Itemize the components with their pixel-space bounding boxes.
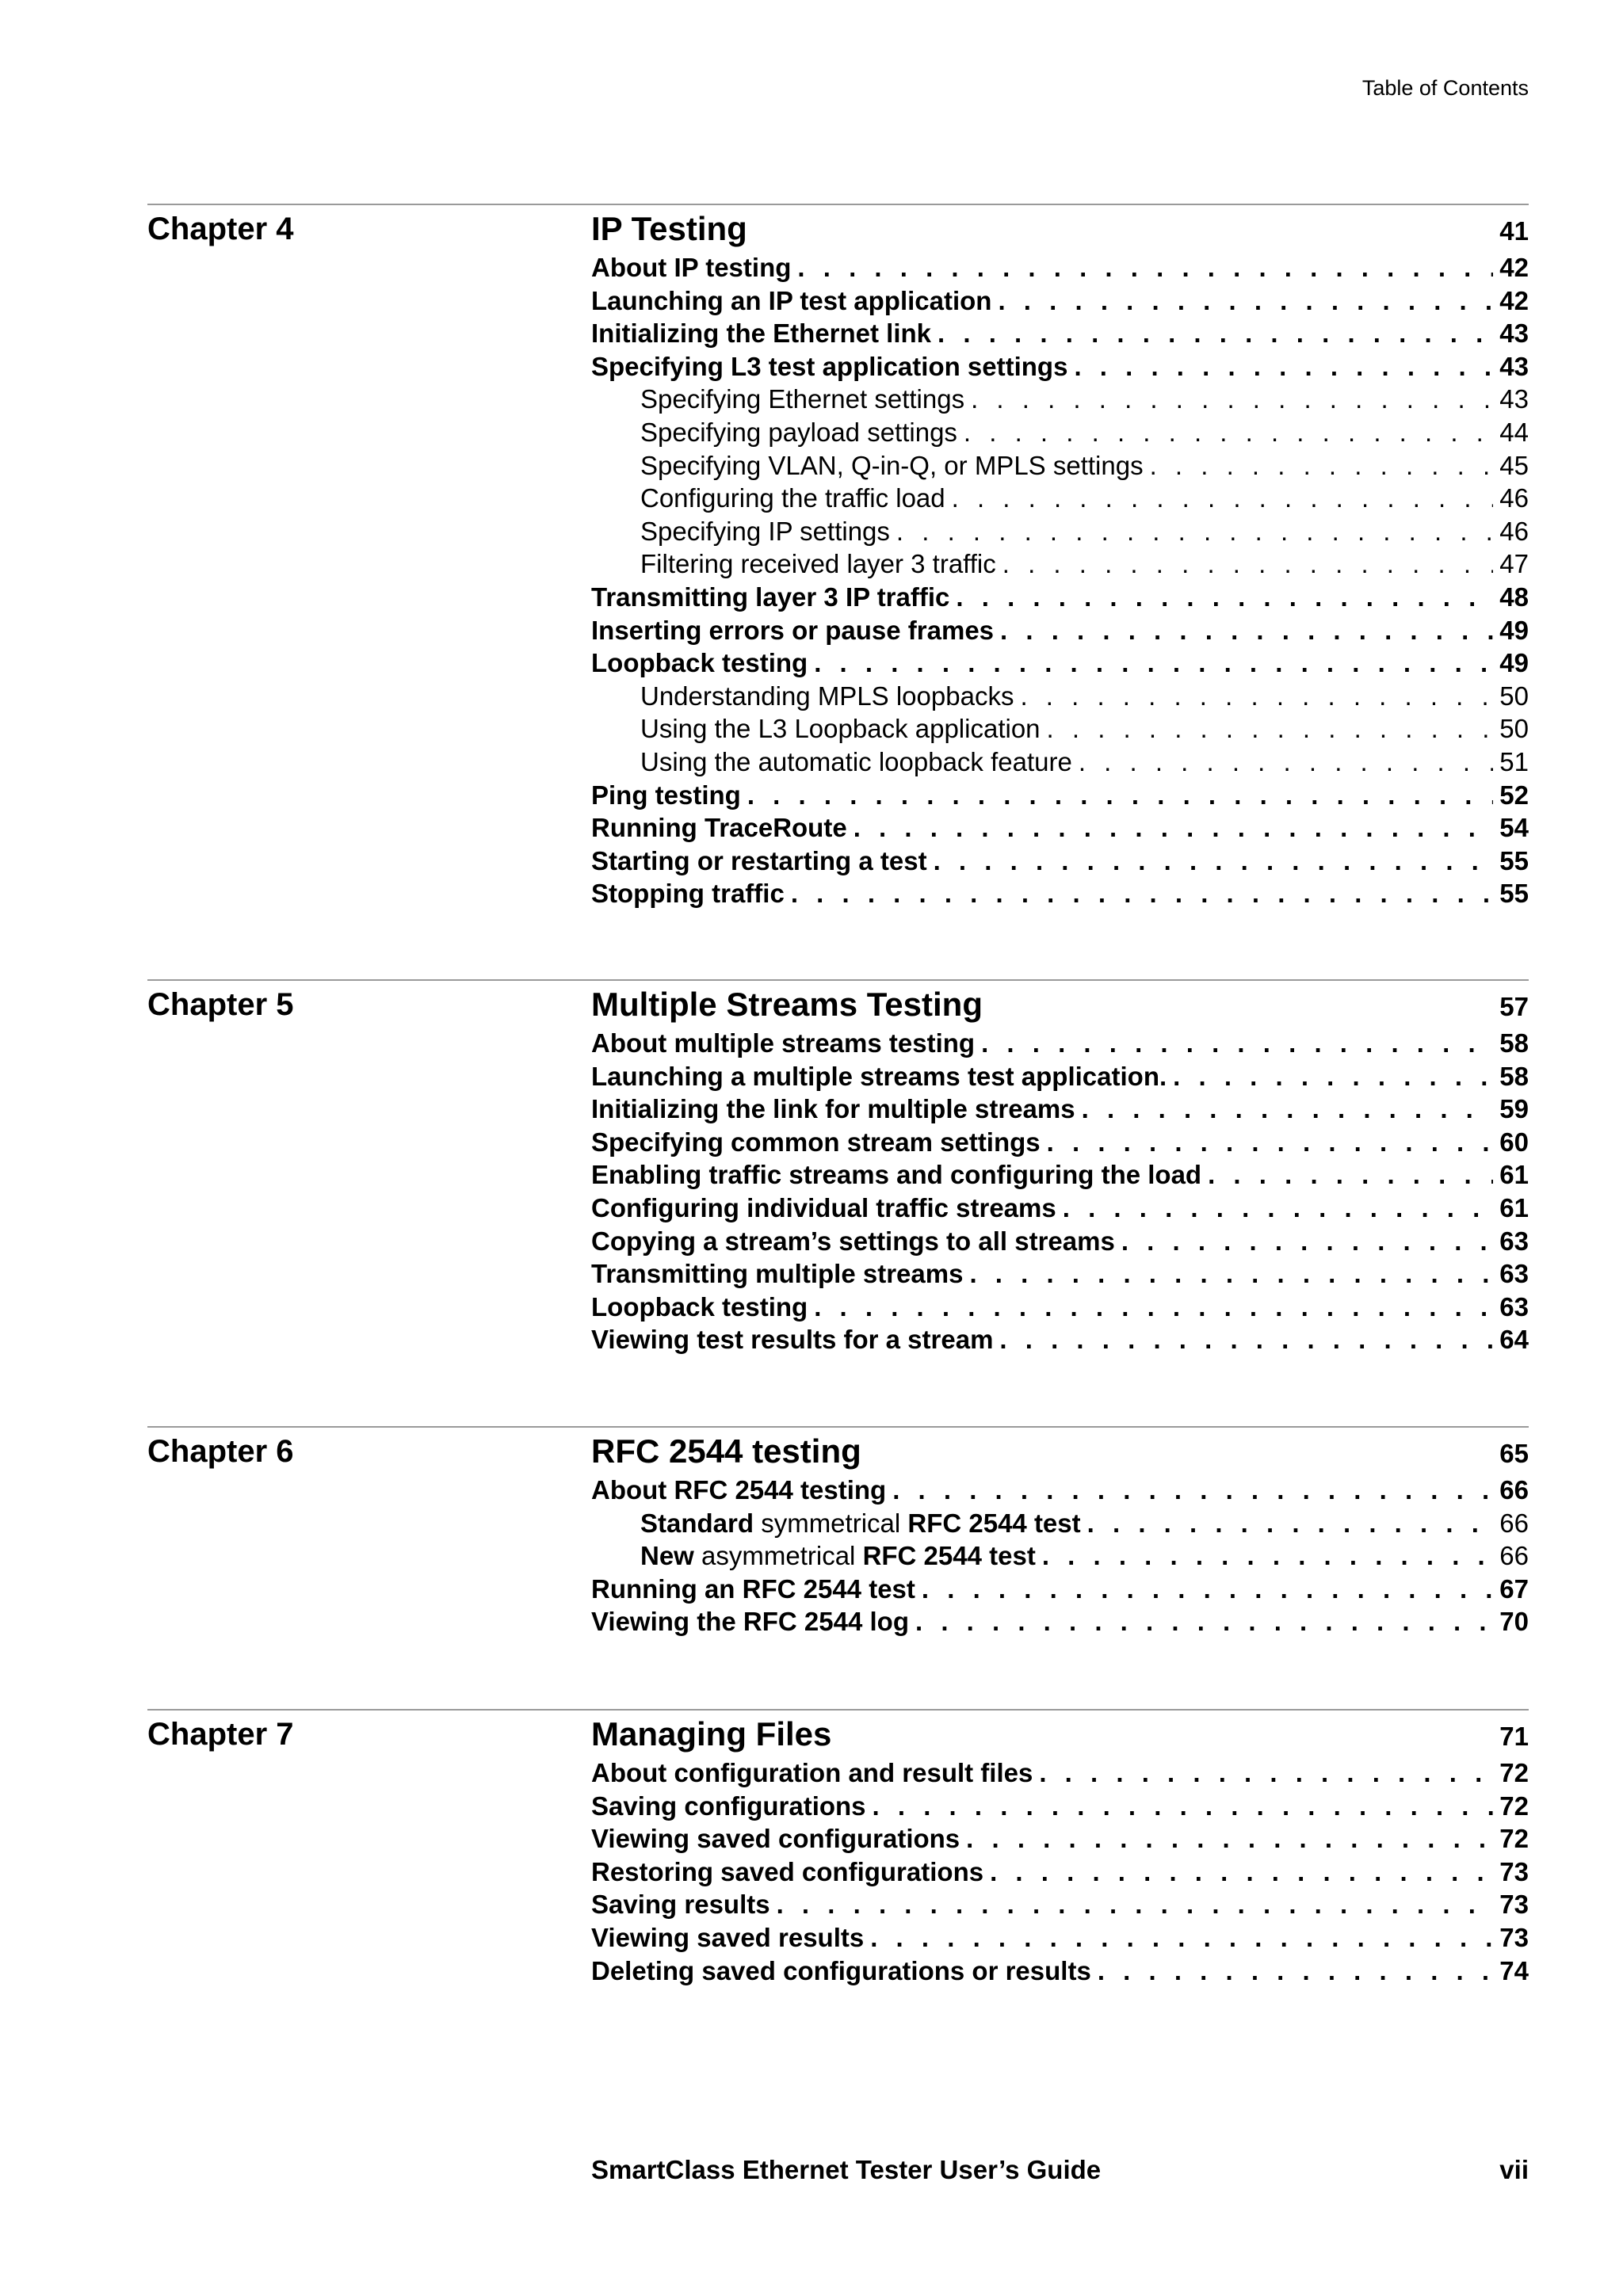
- toc-entry[interactable]: [591, 614, 1529, 647]
- dot-leader: [797, 251, 1493, 284]
- toc-entry-title: [640, 1539, 1036, 1573]
- toc-entry-page: 70: [1499, 1607, 1529, 1637]
- toc-entry-title-bold: RFC 2544 test: [862, 1541, 1036, 1571]
- toc-entry-page: 61: [1499, 1192, 1529, 1222]
- dot-leader: [971, 383, 1493, 416]
- toc-entry-page: 66: [1499, 1541, 1529, 1571]
- toc-entry-title: Specifying payload settings: [640, 417, 957, 447]
- dot-leader: [915, 1605, 1493, 1638]
- toc-entry-page: 67: [1499, 1573, 1529, 1604]
- toc-entry-page: 61: [1499, 1160, 1529, 1190]
- toc-entry-page: 55: [1499, 879, 1529, 909]
- toc-entry[interactable]: [591, 1257, 1529, 1291]
- toc-entry[interactable]: [591, 1323, 1529, 1356]
- toc-entry-page: 44: [1499, 417, 1529, 447]
- toc-entry-title: Specifying VLAN, Q-in-Q, or MPLS settings: [640, 450, 1144, 480]
- toc-entry-page: 50: [1499, 681, 1529, 711]
- toc-entry[interactable]: [591, 646, 1529, 680]
- toc-entry-title: [640, 1507, 1081, 1540]
- toc-entry-page: 55: [1499, 845, 1529, 875]
- footer-page-number: vii: [1499, 2155, 1529, 2184]
- dot-leader: [1150, 449, 1494, 482]
- toc-entry-title: Loopback testing: [591, 1291, 808, 1322]
- toc-entry[interactable]: [591, 1027, 1529, 1060]
- toc-entry-page: 43: [1499, 384, 1529, 414]
- toc-entry-title: Ping testing: [591, 780, 741, 810]
- dot-leader: [873, 1790, 1494, 1823]
- toc-entry-title: Specifying IP settings: [640, 516, 890, 546]
- chapter-entries: [591, 1711, 1529, 1987]
- dot-leader: [969, 1257, 1493, 1291]
- toc-entry[interactable]: [591, 547, 1529, 581]
- toc-entry[interactable]: [591, 482, 1529, 515]
- toc-entry-title: Restoring saved configurations: [591, 1856, 984, 1886]
- toc-entry-title: Specifying L3 test application settings: [591, 351, 1068, 381]
- toc-entry-page: 46: [1499, 516, 1529, 546]
- toc-entry-title: Specifying Ethernet settings: [640, 384, 965, 414]
- toc-entry-page: 73: [1499, 1856, 1529, 1886]
- toc-entry-title: Viewing test results for a stream: [591, 1325, 994, 1355]
- toc-entry-title: Running an RFC 2544 test: [591, 1573, 915, 1604]
- toc-entry-page: 58: [1499, 1028, 1529, 1058]
- chapter-title-link[interactable]: [591, 1428, 1529, 1474]
- toc-entry-page: 47: [1499, 549, 1529, 579]
- toc-entry-title: Deleting saved configurations or results: [591, 1955, 1091, 1985]
- toc-entry[interactable]: [591, 746, 1529, 779]
- dot-leader: [952, 482, 1494, 515]
- toc-entry-page: 59: [1499, 1094, 1529, 1124]
- toc-entry-title: Enabling traffic streams and configuring the load: [591, 1160, 1202, 1190]
- toc-entry-page: 73: [1499, 1922, 1529, 1952]
- toc-entry-title: About IP testing: [591, 253, 792, 282]
- toc-entry-title: Understanding MPLS loopbacks: [640, 681, 1014, 711]
- dot-leader: [1208, 1158, 1493, 1192]
- toc-entry-title: Configuring individual traffic streams: [591, 1192, 1056, 1222]
- dot-leader: [854, 811, 1494, 845]
- toc-entry[interactable]: [591, 416, 1529, 449]
- dot-leader: [1047, 712, 1494, 746]
- toc-entry-page: 58: [1499, 1061, 1529, 1091]
- toc-entry-page: 52: [1499, 780, 1529, 810]
- toc-entry[interactable]: [591, 712, 1529, 746]
- toc-entry[interactable]: [591, 680, 1529, 713]
- toc-entry-title: Transmitting layer 3 IP traffic: [591, 582, 950, 612]
- dot-leader: [892, 1474, 1493, 1507]
- toc-entry-title: Launching an IP test application: [591, 285, 992, 315]
- toc-entry-title: Initializing the link for multiple streams: [591, 1094, 1075, 1124]
- chapter-label: Chapter 6: [147, 1434, 294, 1469]
- toc-entry-page: 48: [1499, 582, 1529, 612]
- dot-leader: [1082, 1093, 1494, 1126]
- toc-entry-page: 72: [1499, 1758, 1529, 1787]
- chapter-title-link[interactable]: [591, 205, 1529, 251]
- dot-leader: [814, 1291, 1493, 1324]
- dot-leader: [1079, 746, 1493, 779]
- toc-entry[interactable]: [591, 1192, 1529, 1225]
- chapter-block: [147, 204, 1529, 909]
- dot-leader: [956, 581, 1493, 614]
- toc-entry[interactable]: [591, 1474, 1529, 1507]
- toc-entry-page: 42: [1499, 253, 1529, 282]
- toc-entry[interactable]: [591, 845, 1529, 878]
- toc-entry-title: Transmitting multiple streams: [591, 1259, 964, 1289]
- toc-entry-page: 43: [1499, 351, 1529, 381]
- chapter-title: RFC 2544 testing: [591, 1432, 861, 1470]
- chapter-label: Chapter 5: [147, 987, 294, 1022]
- toc-entry-title: Copying a stream’s settings to all streams: [591, 1226, 1115, 1256]
- dot-leader: [1042, 1539, 1493, 1573]
- toc-entry[interactable]: [591, 1855, 1529, 1889]
- toc-entry-page: 46: [1499, 483, 1529, 513]
- dot-leader: [964, 416, 1493, 449]
- dot-leader: [1063, 1192, 1494, 1225]
- toc-entry-title: Inserting errors or pause frames: [591, 615, 995, 645]
- toc-entry-title: Viewing saved configurations: [591, 1824, 960, 1854]
- chapter-page-number: 57: [1499, 992, 1529, 1021]
- dot-leader: [938, 317, 1493, 350]
- dot-leader: [1039, 1756, 1493, 1790]
- toc-entry-title: Filtering received layer 3 traffic: [640, 549, 996, 579]
- toc-entry[interactable]: [591, 1291, 1529, 1324]
- chapter-title: IP Testing: [591, 210, 747, 247]
- chapter-block: [147, 979, 1529, 1355]
- chapter-entries: [591, 205, 1529, 910]
- toc-entry-title-bold: New: [640, 1541, 694, 1571]
- dot-leader: [870, 1921, 1493, 1955]
- toc-entry[interactable]: [591, 1921, 1529, 1955]
- chapter-block: [147, 1709, 1529, 1985]
- chapter-page-number: 71: [1499, 1722, 1529, 1751]
- toc-entry[interactable]: [591, 383, 1529, 416]
- toc-entry-page: 63: [1499, 1291, 1529, 1322]
- running-header: Table of Contents: [1361, 76, 1529, 100]
- chapter-page-number: 65: [1499, 1439, 1529, 1468]
- dot-leader: [966, 1822, 1493, 1855]
- toc-entry-title: About configuration and result files: [591, 1758, 1033, 1787]
- toc-entry-title: Launching a multiple streams test application.: [591, 1061, 1167, 1091]
- chapter-label: Chapter 7: [147, 1717, 294, 1752]
- dot-leader: [747, 779, 1493, 812]
- toc-entry[interactable]: [591, 350, 1529, 383]
- toc-entry-page: 43: [1499, 318, 1529, 349]
- dot-leader: [791, 877, 1493, 910]
- toc-entry-page: 73: [1499, 1890, 1529, 1920]
- toc-entry[interactable]: [591, 1225, 1529, 1258]
- toc-entry-page: 64: [1499, 1325, 1529, 1355]
- toc-entry-page: 72: [1499, 1824, 1529, 1854]
- toc-entry-title: Using the L3 Loopback application: [640, 714, 1041, 744]
- chapter-label: Chapter 4: [147, 212, 294, 246]
- dot-leader: [1047, 1126, 1494, 1159]
- toc-entry[interactable]: [591, 581, 1529, 614]
- chapter-title-link[interactable]: [591, 981, 1529, 1027]
- toc-entry-title: Specifying common stream settings: [591, 1127, 1041, 1157]
- dot-leader: [999, 1323, 1493, 1356]
- toc-entry[interactable]: [591, 1888, 1529, 1921]
- dot-leader: [1098, 1955, 1493, 1988]
- toc-entry[interactable]: [591, 779, 1529, 812]
- toc-entry-page: 66: [1499, 1475, 1529, 1505]
- toc-entry-title-bold: Standard: [640, 1508, 754, 1538]
- toc-entry-title: Viewing saved results: [591, 1922, 865, 1952]
- toc-entry-page: 66: [1499, 1508, 1529, 1538]
- chapter-entries: [591, 981, 1529, 1356]
- toc-entry-page: 49: [1499, 615, 1529, 645]
- toc-entry-title: Stopping traffic: [591, 879, 785, 909]
- toc-entry-page: 60: [1499, 1127, 1529, 1157]
- toc-entry-page: 42: [1499, 285, 1529, 315]
- toc-entry-title: Initializing the Ethernet link: [591, 318, 932, 349]
- toc-entry-page: 45: [1499, 450, 1529, 480]
- toc-entry-title: Using the automatic loopback feature: [640, 746, 1072, 776]
- dot-leader: [1020, 680, 1493, 713]
- toc-entry-title: Saving results: [591, 1890, 770, 1920]
- dot-leader: [934, 845, 1494, 878]
- chapter-page-number: 41: [1499, 216, 1529, 246]
- chapter-title: Multiple Streams Testing: [591, 986, 983, 1023]
- toc-entry[interactable]: [591, 284, 1529, 318]
- toc-entry[interactable]: [591, 1756, 1529, 1790]
- dot-leader: [998, 284, 1493, 318]
- footer-guide-title: SmartClass Ethernet Tester User’s Guide: [591, 2155, 1102, 2184]
- toc-entry[interactable]: [591, 1955, 1529, 1988]
- chapter-title-link[interactable]: [591, 1711, 1529, 1756]
- toc-entry[interactable]: [591, 1790, 1529, 1823]
- dot-leader: [777, 1888, 1494, 1921]
- toc-entry-title-normal: symmetrical: [754, 1508, 908, 1538]
- toc-entry[interactable]: [591, 1507, 1529, 1540]
- toc-entry[interactable]: [591, 1822, 1529, 1855]
- toc-entry[interactable]: [591, 1060, 1529, 1093]
- toc-entry-page: 51: [1499, 746, 1529, 776]
- dot-leader: [1002, 547, 1494, 581]
- dot-leader: [1173, 1060, 1493, 1093]
- toc-entry-page: 49: [1499, 648, 1529, 678]
- dot-leader: [922, 1573, 1493, 1606]
- toc-entry-title: Starting or restarting a test: [591, 845, 927, 875]
- toc-entry-page: 50: [1499, 714, 1529, 744]
- toc-entry[interactable]: [591, 251, 1529, 284]
- dot-leader: [990, 1855, 1493, 1889]
- toc-entry[interactable]: [591, 1539, 1529, 1573]
- toc-entry-page: 74: [1499, 1955, 1529, 1985]
- toc-entry-title: Saving configurations: [591, 1791, 866, 1821]
- toc-entry[interactable]: [591, 1573, 1529, 1606]
- dot-leader: [1121, 1225, 1493, 1258]
- toc-entry[interactable]: [591, 515, 1529, 548]
- dot-leader: [1087, 1507, 1494, 1540]
- toc-entry-page: 63: [1499, 1226, 1529, 1256]
- toc-entry[interactable]: [591, 1158, 1529, 1192]
- toc-entry-title: Viewing the RFC 2544 log: [591, 1607, 909, 1637]
- chapter-block: [147, 1426, 1529, 1637]
- toc-entry-title: Configuring the traffic load: [640, 483, 945, 513]
- dot-leader: [1000, 614, 1493, 647]
- toc-entry-title-normal: asymmetrical: [693, 1541, 863, 1571]
- chapter-title: Managing Files: [591, 1715, 832, 1753]
- toc-entry[interactable]: [591, 1093, 1529, 1126]
- chapter-entries: [591, 1428, 1529, 1638]
- toc-entry[interactable]: [591, 811, 1529, 845]
- toc-entry-title-bold: RFC 2544 test: [907, 1508, 1081, 1538]
- toc-entry-page: 72: [1499, 1791, 1529, 1821]
- toc-entry[interactable]: [591, 1126, 1529, 1159]
- toc-entry-title: About RFC 2544 testing: [591, 1475, 887, 1505]
- toc-entry[interactable]: [591, 449, 1529, 482]
- toc-entry[interactable]: [591, 877, 1529, 910]
- toc-entry-page: 63: [1499, 1259, 1529, 1289]
- toc-entry[interactable]: [591, 317, 1529, 350]
- dot-leader: [981, 1027, 1493, 1060]
- dot-leader: [1074, 350, 1493, 383]
- dot-leader: [814, 646, 1493, 680]
- toc-entry[interactable]: [591, 1605, 1529, 1638]
- toc-entry-title: About multiple streams testing: [591, 1028, 976, 1058]
- toc-entry-title: Loopback testing: [591, 648, 808, 678]
- toc-entry-title: Running TraceRoute: [591, 813, 847, 843]
- dot-leader: [896, 515, 1493, 548]
- toc-entry-page: 54: [1499, 813, 1529, 843]
